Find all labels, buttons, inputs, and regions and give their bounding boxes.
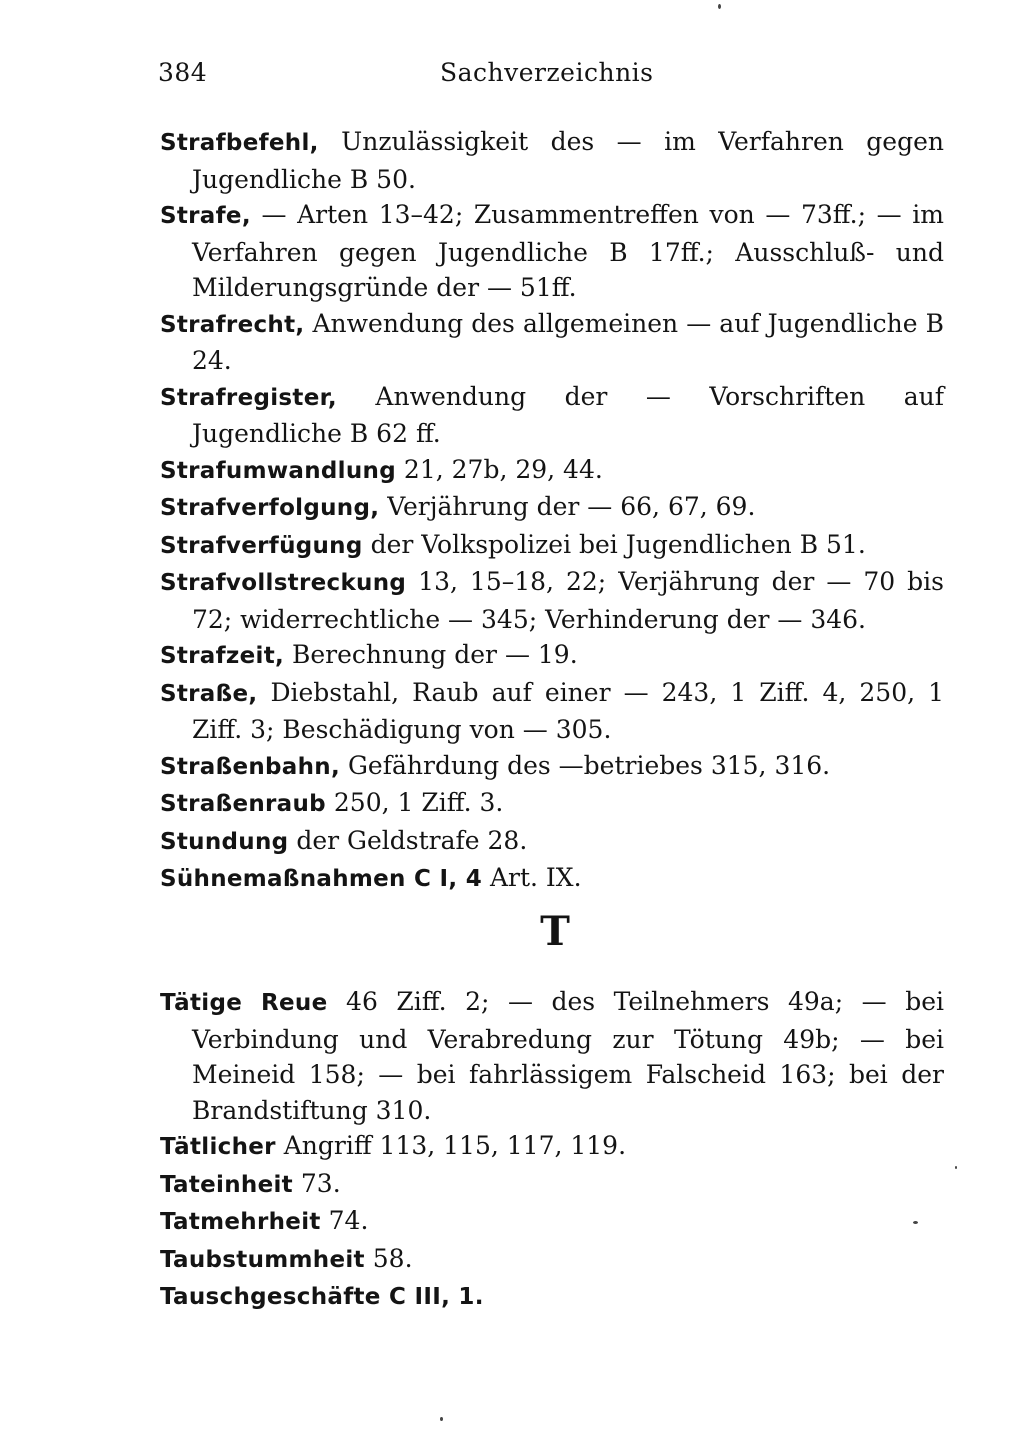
index-entry bbox=[160, 1166, 944, 1204]
entry-text: Gefährdung des —betriebes 315, 316. bbox=[340, 750, 831, 780]
index-entry bbox=[160, 1128, 944, 1166]
index-entry bbox=[160, 564, 944, 637]
index-entry bbox=[160, 1203, 944, 1241]
index-entry bbox=[160, 379, 944, 452]
entry-keyword: Strafverfolgung, bbox=[160, 495, 380, 521]
entry-keyword: Strafvollstreckung bbox=[160, 570, 407, 596]
index-entry bbox=[160, 306, 944, 379]
entry-keyword: Strafumwandlung bbox=[160, 457, 396, 484]
entry-text: Angriff 113, 115, 117, 119. bbox=[275, 1131, 627, 1160]
entry-text: 73. bbox=[292, 1168, 341, 1198]
index-entry bbox=[160, 748, 944, 786]
entry-keyword: Tauschgeschäfte C III, 1. bbox=[160, 1284, 484, 1310]
index-entry bbox=[160, 860, 944, 898]
entry-text: 13, 15–18, 22; Verjährung der — 70 bis 72; widerrechtliche — 345; Verhinderung der — 346. bbox=[192, 567, 944, 634]
entry-text: Anwendung des allgemeinen — auf Jugendliche B 24. bbox=[192, 308, 944, 375]
entry-text: Anwendung der — Vorschriften auf Jugendliche B 62 ff. bbox=[192, 381, 944, 448]
entry-text: 21, 27b, 29, 44. bbox=[395, 454, 603, 484]
index-section-s bbox=[160, 124, 944, 898]
running-title: Sachverzeichnis bbox=[440, 58, 654, 87]
entry-text: 74. bbox=[320, 1206, 369, 1235]
entry-keyword: Taubstummheit bbox=[160, 1246, 365, 1273]
entry-text: Berechnung der — 19. bbox=[284, 640, 578, 669]
entry-text: 58. bbox=[364, 1243, 413, 1273]
index-entry bbox=[160, 527, 944, 565]
scan-speck bbox=[718, 4, 721, 9]
scan-speck bbox=[955, 1166, 957, 1169]
entry-text: Unzulässigkeit des — im Verfahren gegen Jugendliche B 50. bbox=[192, 127, 944, 194]
entry-text: 250, 1 Ziff. 3. bbox=[325, 788, 504, 817]
entry-keyword: Strafrecht, bbox=[160, 311, 305, 338]
index-entry bbox=[160, 984, 944, 1128]
entry-keyword: Straßenraub bbox=[160, 791, 326, 817]
index-entry bbox=[160, 823, 944, 861]
entry-keyword: Tatmehrheit bbox=[160, 1209, 321, 1235]
scan-speck bbox=[913, 1221, 918, 1224]
index-entry bbox=[160, 675, 944, 748]
index-entry bbox=[160, 1241, 944, 1279]
index-entry bbox=[160, 785, 944, 823]
entry-keyword: Strafe, bbox=[160, 203, 251, 229]
entry-text: der Geldstrafe 28. bbox=[288, 825, 528, 855]
index-entry bbox=[160, 637, 944, 675]
entry-keyword: Tätige Reue bbox=[160, 990, 328, 1016]
index-entry bbox=[160, 452, 944, 490]
page-number: 384 bbox=[158, 58, 208, 87]
section-letter-heading: T bbox=[540, 908, 570, 955]
entry-keyword: Tätlicher bbox=[160, 1134, 276, 1160]
entry-text: Art. IX. bbox=[482, 863, 582, 892]
entry-text: 46 Ziff. 2; — des Teilnehmers 49a; — bei Verbindung und Verabredung zur Tötung 49b; — bei Meineid 158; — bei fahrlässigem Falscheid 163; bei der Brandstiftung 310. bbox=[192, 987, 944, 1125]
entry-keyword: Strafzeit, bbox=[160, 643, 285, 669]
entry-keyword: Straße, bbox=[160, 680, 258, 707]
index-entry bbox=[160, 1278, 944, 1316]
entry-text: Diebstahl, Raub auf einer — 243, 1 Ziff. 4, 250, 1 Ziff. 3; Beschädigung von — 305. bbox=[192, 677, 944, 744]
entry-keyword: Strafverfügung bbox=[160, 532, 363, 559]
entry-keyword: Tateinheit bbox=[160, 1171, 293, 1198]
entry-keyword: Stundung bbox=[160, 828, 289, 855]
entry-keyword: Sühnemaßnahmen C I, 4 bbox=[160, 866, 483, 892]
page-header bbox=[158, 58, 944, 98]
entry-text: der Volkspolizei bei Jugendlichen B 51. bbox=[362, 529, 866, 559]
entry-keyword: Straßenbahn, bbox=[160, 753, 341, 780]
entry-keyword: Strafbefehl, bbox=[160, 130, 319, 156]
entry-keyword: Strafregister, bbox=[160, 384, 337, 411]
index-section-t bbox=[160, 984, 944, 1316]
index-entry bbox=[160, 124, 944, 197]
entry-text: Verjährung der — 66, 67, 69. bbox=[379, 492, 756, 521]
entry-text: — Arten 13–42; Zusammentreffen von — 73ff.; — im Verfahren gegen Jugendliche B 17ff.; Ausschluß- und Milderungsgründe der — 51ff. bbox=[192, 200, 944, 302]
index-entry bbox=[160, 197, 944, 306]
index-entry bbox=[160, 489, 944, 527]
scan-speck bbox=[440, 1417, 443, 1421]
